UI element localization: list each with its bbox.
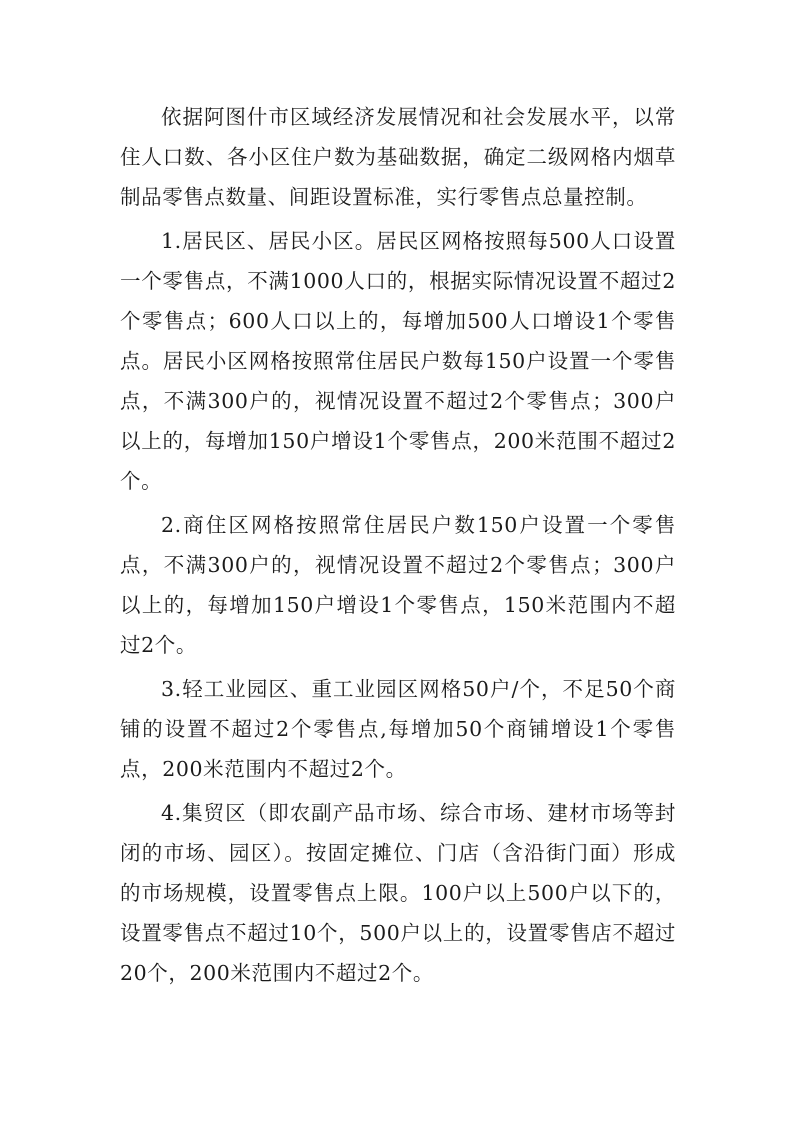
market-area-paragraph: 4.集贸区（即农副产品市场、综合市场、建材市场等封闭的市场、园区）。按固定摊位、门店（含沿街门面）形成的市场规模，设置零售点上限。100户以上500户以下的，设置零售点不超过10个，500户以上的，设置零售店不超过20个，200米范围内不超过2个。 bbox=[120, 801, 676, 985]
intro-paragraph: 依据阿图什市区域经济发展情况和社会发展水平，以常住人口数、各小区住户数为基础数据，确定二级网格内烟草制品零售点数量、间距设置标准，实行零售点总量控制。 bbox=[120, 105, 676, 209]
document-body bbox=[120, 97, 676, 997]
commercial-residential-paragraph: 2.商住区网格按照常住居民户数150户设置一个零售点，不满300户的，视情况设置不超过2个零售点；300户以上的，每增加150户增设1个零售点，150米范围内不超过2个。 bbox=[120, 513, 676, 657]
residential-area-paragraph: 1.居民区、居民小区。居民区网格按照每500人口设置一个零售点，不满1000人口的，根据实际情况设置不超过2个零售点；600人口以上的，每增加500人口增设1个零售点。居民小区网格按照常住居民户数每150户设置一个零售点，不满300户的，视情况设置不超过2个零售点；300户以上的，每增加150户增设1个零售点，200米范围不超过2个。 bbox=[120, 229, 676, 493]
industrial-park-paragraph: 3.轻工业园区、重工业园区网格50户/个，不足50个商铺的设置不超过2个零售点,每增加50个商铺增设1个零售点，200米范围内不超过2个。 bbox=[120, 677, 676, 781]
